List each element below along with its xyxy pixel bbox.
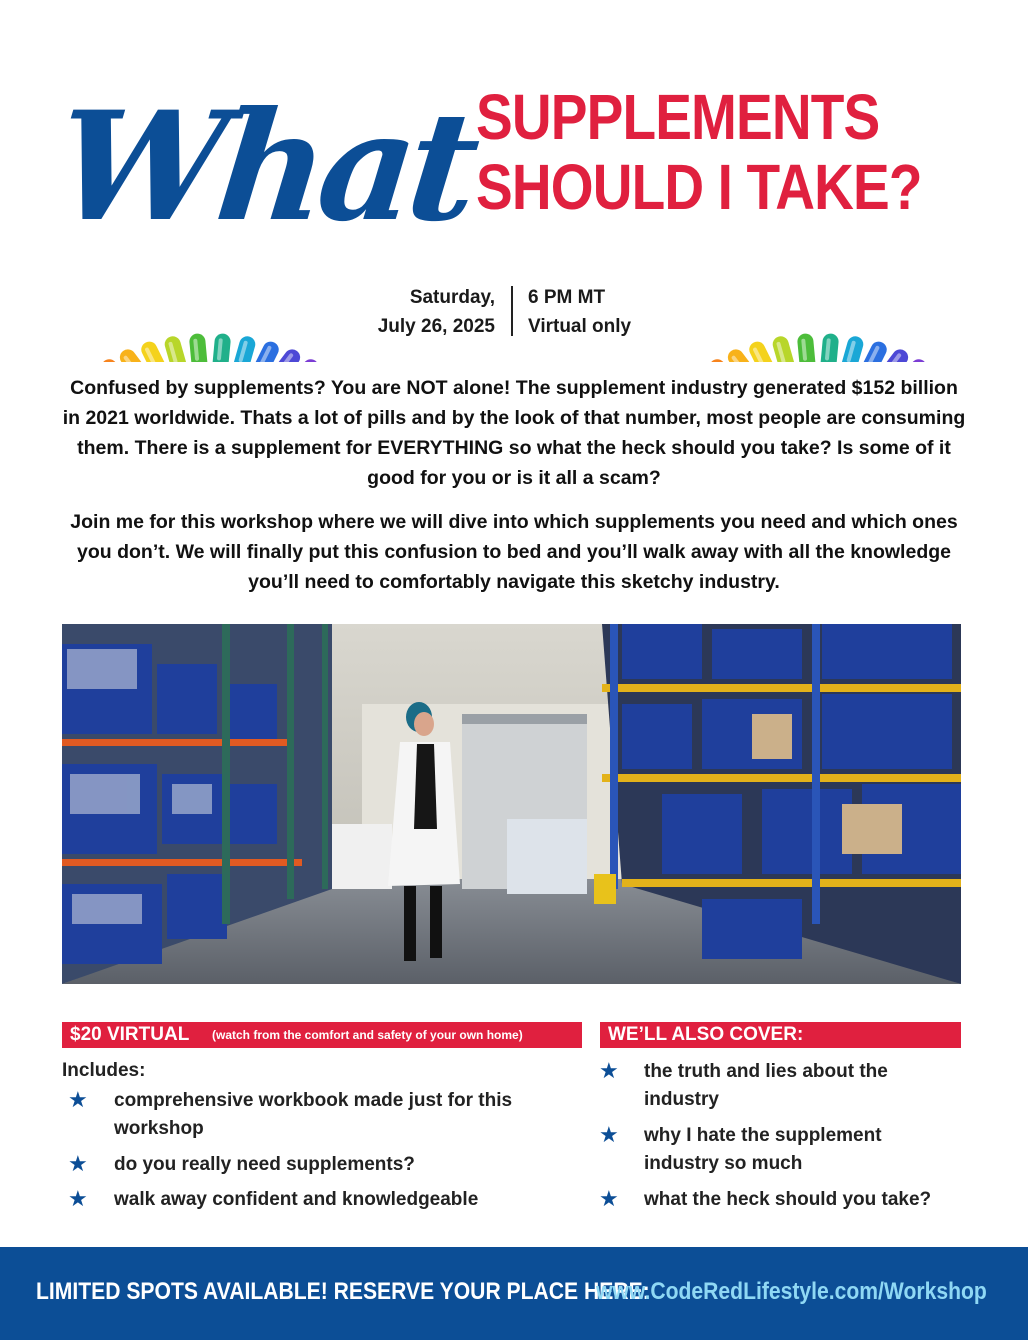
cover-title: WE’LL ALSO COVER: — [608, 1024, 804, 1045]
capsule-pill — [163, 334, 189, 362]
event-full-date: July 26, 2025 — [377, 316, 495, 337]
capsule-pill — [212, 333, 232, 362]
star-icon: ★ — [68, 1187, 88, 1212]
script-title-what: What — [48, 79, 480, 255]
capsule-pill — [231, 334, 257, 362]
cover-item-3: what the heck should you take? — [644, 1189, 932, 1210]
headline-line-2: SHOULD I TAKE? — [476, 151, 922, 223]
includes-item-2: do you really need supplements? — [114, 1154, 415, 1175]
warehouse-photo — [62, 624, 961, 984]
invite-paragraph: Join me for this workshop where we will dive into which supplements you need and which ones you don’t. We will finally put this confusion to bed and you’ll walk away with all the knowledge you’ll need to comfortably navigate this sketchy industry. — [70, 511, 958, 593]
cover-item-2: why I hate the supplement industry so much — [644, 1125, 882, 1174]
star-icon: ★ — [599, 1187, 619, 1212]
footer-cta: LIMITED SPOTS AVAILABLE! RESERVE YOUR PLACE HERE: — [36, 1278, 650, 1305]
includes-item-3: walk away confident and knowledgeable — [114, 1189, 479, 1210]
price-bar — [62, 1022, 582, 1048]
includes-item-1: comprehensive workbook made just for this workshop — [114, 1090, 513, 1139]
capsule-pill — [189, 333, 209, 362]
capsule-pill — [771, 334, 797, 362]
capsule-pill — [797, 333, 817, 362]
capsule-pill — [820, 333, 840, 362]
price-note: (watch from the comfort and safety of your own home) — [212, 1028, 523, 1042]
price-label: $20 VIRTUAL — [70, 1024, 190, 1045]
pills-arc-left — [60, 272, 360, 362]
info-divider — [511, 286, 513, 336]
capsule-pill — [839, 334, 865, 362]
headline — [476, 82, 923, 222]
includes-label: Includes: — [62, 1060, 146, 1081]
event-format: Virtual only — [528, 316, 632, 337]
star-icon: ★ — [68, 1088, 88, 1113]
event-date — [340, 283, 495, 341]
footer-banner — [0, 1247, 1028, 1340]
pills-arc-right — [668, 272, 968, 362]
star-icon: ★ — [68, 1152, 88, 1177]
cover-item-1: the truth and lies about the industry — [644, 1061, 888, 1110]
event-day: Saturday, — [409, 287, 495, 308]
headline-line-1: SUPPLEMENTS — [476, 81, 880, 153]
star-icon: ★ — [599, 1123, 619, 1148]
workshop-link[interactable]: www.CodeRedLifestyle.com/Workshop — [596, 1278, 987, 1305]
star-icon: ★ — [599, 1059, 619, 1084]
event-time — [528, 283, 678, 341]
intro-paragraph: Confused by supplements? You are NOT alone! The supplement industry generated $152 billion in 2021 worldwide. Thats a lot of pills and by the look of that number, most people are consuming them. There is a supplement for EVERYTHING so what the heck should you take? Is some of it good for you or is it all a scam? — [62, 377, 966, 489]
cover-bar — [600, 1022, 961, 1048]
event-time-value: 6 PM MT — [528, 287, 606, 308]
